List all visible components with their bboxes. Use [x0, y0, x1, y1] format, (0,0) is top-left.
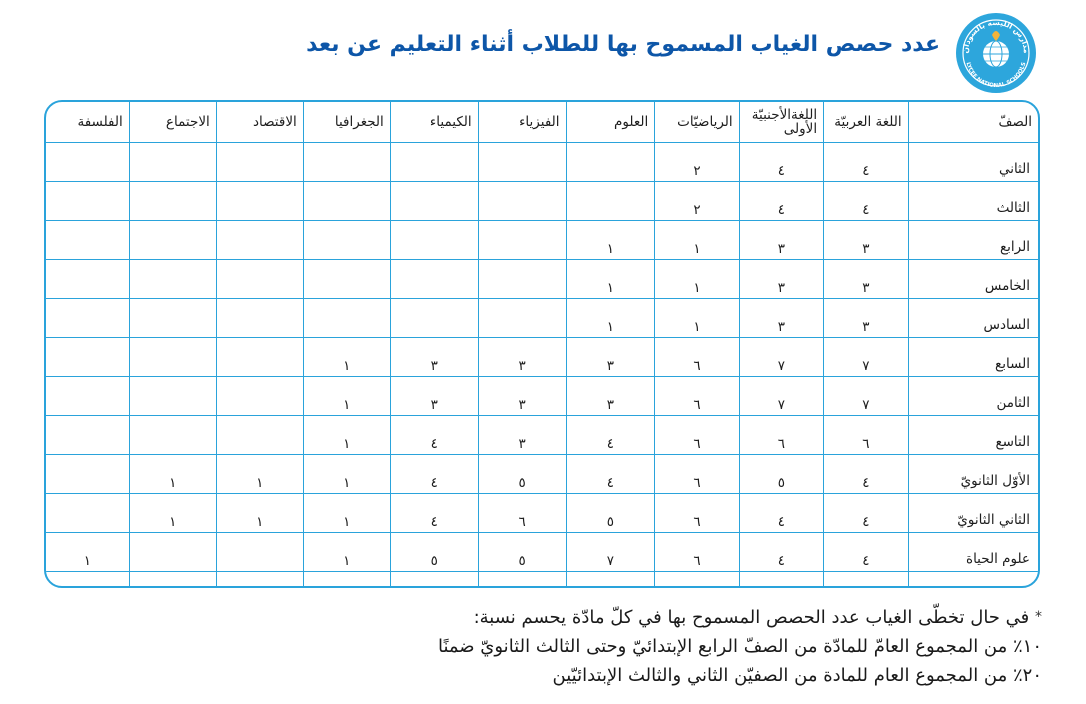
table-cell [216, 221, 303, 260]
table-cell: ١ [129, 455, 216, 494]
table-cell [129, 416, 216, 455]
table-cell [46, 377, 129, 416]
table-cell: ٤ [566, 416, 655, 455]
note-line-3: ٢٠٪ من المجموع العام للمادة من الصفيّن الثاني والثالث الإبتدائيّين [552, 665, 1042, 686]
table-cell [46, 143, 129, 182]
row-label: السابع [908, 338, 1038, 377]
table-cell [303, 221, 390, 260]
header-foreign-language: اللغةالأجنبيّة الأولى [739, 102, 823, 143]
table-cell: ٣ [478, 338, 566, 377]
table-cell: ١ [216, 494, 303, 533]
table-cell: ٧ [739, 377, 823, 416]
table-cell [129, 260, 216, 299]
table-cell: ٢ [655, 182, 739, 221]
header-sociology: الاجتماع [129, 102, 216, 143]
table-cell: ٤ [824, 182, 908, 221]
table-cell [566, 182, 655, 221]
table-cell [216, 572, 303, 589]
table-cell: ٥ [478, 455, 566, 494]
table-cell: ١ [303, 416, 390, 455]
header-arabic: اللغة العربيّة [824, 102, 908, 143]
table-cell: ١ [566, 299, 655, 338]
table-cell: ٧ [824, 377, 908, 416]
table-cell [46, 221, 129, 260]
table-cell: ٥ [739, 455, 823, 494]
table-cell [46, 572, 129, 589]
table-cell [46, 182, 129, 221]
table-cell: ٦ [655, 455, 739, 494]
table-cell: ٤ [739, 182, 823, 221]
table-cell: ٦ [655, 338, 739, 377]
table-cell: ٥ [566, 494, 655, 533]
logo-arc-text: مدارس الليسه بالسودان [960, 17, 1032, 54]
table-cell [390, 143, 478, 182]
table-cell: ١ [566, 221, 655, 260]
header-grade: الصفّ [908, 102, 1038, 143]
table-cell: ١ [303, 377, 390, 416]
table-row [46, 221, 1038, 260]
table-cell [478, 221, 566, 260]
table-cell [216, 338, 303, 377]
table-row [46, 338, 1038, 377]
table-row [46, 416, 1038, 455]
table-cell: ٤ [390, 494, 478, 533]
row-label: السادس [908, 299, 1038, 338]
table-cell [390, 182, 478, 221]
table-cell: ٦ [739, 416, 823, 455]
note-line-1 [438, 603, 1042, 632]
table-cell [216, 377, 303, 416]
table-cell: ٦ [655, 494, 739, 533]
table-cell [46, 455, 129, 494]
table-cell [216, 299, 303, 338]
table-cell: ٥ [390, 533, 478, 572]
header-economics: الاقتصاد [216, 102, 303, 143]
table-cell [478, 572, 566, 589]
table-cell: ١ [216, 455, 303, 494]
absence-table [44, 100, 1040, 588]
table-cell [478, 260, 566, 299]
table-cell: ١ [655, 260, 739, 299]
table-cell [739, 572, 823, 589]
note-line-1-text: في حال تخطّى الغياب عدد الحصص المسموح بها في كلّ مادّة يحسم نسبة: [473, 607, 1030, 628]
table-cell: ٣ [739, 260, 823, 299]
table-row [46, 182, 1038, 221]
table-cell [216, 182, 303, 221]
table-cell: ٤ [566, 455, 655, 494]
table-cell [129, 221, 216, 260]
table-cell: ١ [129, 494, 216, 533]
table-cell [566, 143, 655, 182]
table-cell: ٦ [655, 533, 739, 572]
table-cell: ٣ [739, 299, 823, 338]
table-cell [390, 260, 478, 299]
table-cell [216, 260, 303, 299]
table-row [46, 572, 1038, 589]
table-header-row [46, 102, 1038, 143]
row-label: الخامس [908, 260, 1038, 299]
header-geography: الجغرافيا [303, 102, 390, 143]
row-label: علوم الحياة [908, 533, 1038, 572]
row-label: التاسع [908, 416, 1038, 455]
page-title: عدد حصص الغياب المسموح بها للطلاب أثناء التعليم عن بعد [306, 32, 940, 57]
table-row [46, 455, 1038, 494]
table-cell [46, 494, 129, 533]
table-cell: ١ [303, 338, 390, 377]
table-cell: ٤ [824, 143, 908, 182]
header-physics: الفيزياء [478, 102, 566, 143]
table-cell [566, 572, 655, 589]
table-cell [303, 260, 390, 299]
row-label: الثاني [908, 143, 1038, 182]
table-cell: ١ [303, 533, 390, 572]
table-cell: ٤ [390, 455, 478, 494]
table-cell [303, 143, 390, 182]
table-cell: ٣ [478, 416, 566, 455]
table-cell: ١ [655, 299, 739, 338]
table-cell: ٦ [478, 494, 566, 533]
table-cell: ٣ [824, 299, 908, 338]
notes [438, 603, 1042, 690]
table-cell: ٣ [566, 338, 655, 377]
table-row [46, 494, 1038, 533]
table-cell [655, 572, 739, 589]
table-cell: ٤ [739, 143, 823, 182]
table-cell: ٧ [739, 338, 823, 377]
table-cell: ١ [566, 260, 655, 299]
table-cell [46, 416, 129, 455]
table-cell [129, 572, 216, 589]
header-chemistry: الكيمياء [390, 102, 478, 143]
table-cell: ٧ [824, 338, 908, 377]
table-cell [303, 299, 390, 338]
table-cell: ٣ [566, 377, 655, 416]
school-logo [956, 13, 1036, 93]
table-cell: ٤ [739, 494, 823, 533]
table-row [46, 533, 1038, 572]
table-cell [824, 572, 908, 589]
table-cell [129, 182, 216, 221]
table-cell: ٧ [566, 533, 655, 572]
row-label: الثامن [908, 377, 1038, 416]
table-cell [390, 299, 478, 338]
table-cell: ١ [303, 455, 390, 494]
table-cell: ١ [46, 533, 129, 572]
table-row [46, 260, 1038, 299]
row-label [908, 572, 1038, 589]
table-cell [129, 377, 216, 416]
table-cell [478, 143, 566, 182]
row-label: الثالث [908, 182, 1038, 221]
table-cell: ٢ [655, 143, 739, 182]
table-cell: ٦ [824, 416, 908, 455]
table-cell: ٤ [824, 533, 908, 572]
table-cell [216, 143, 303, 182]
header-math: الرياضيّات [655, 102, 739, 143]
table-cell [46, 338, 129, 377]
table-cell [129, 143, 216, 182]
table-row [46, 299, 1038, 338]
header-science: العلوم [566, 102, 655, 143]
table-cell: ٦ [655, 416, 739, 455]
note-line-2: ١٠٪ من المجموع العامّ للمادّة من الصفّ الرابع الإبتدائيّ وحتى الثالث الثانويّ ضمنًا [437, 636, 1042, 657]
table-cell [303, 182, 390, 221]
table-cell [129, 533, 216, 572]
table-cell: ٣ [824, 221, 908, 260]
table-cell [46, 260, 129, 299]
table-cell: ٣ [390, 338, 478, 377]
table-cell [216, 416, 303, 455]
table-row [46, 143, 1038, 182]
table-row [46, 377, 1038, 416]
table-cell: ١ [303, 494, 390, 533]
header-philosophy: الفلسفة [46, 102, 129, 143]
table-cell [478, 299, 566, 338]
table-cell: ١ [655, 221, 739, 260]
table-cell [390, 221, 478, 260]
table-cell [478, 182, 566, 221]
table-cell [129, 299, 216, 338]
row-label: الرابع [908, 221, 1038, 260]
table-cell: ٤ [824, 455, 908, 494]
table-cell [129, 338, 216, 377]
table-cell: ٦ [655, 377, 739, 416]
logo-bottom-text: LYCEE NATIONAL SCHOOLS [964, 61, 1028, 90]
table-cell [46, 299, 129, 338]
table-cell [390, 572, 478, 589]
table-cell: ٣ [390, 377, 478, 416]
table-cell [303, 572, 390, 589]
table-cell: ٣ [739, 221, 823, 260]
table-cell: ٤ [739, 533, 823, 572]
table-cell: ٣ [824, 260, 908, 299]
table-cell: ٤ [824, 494, 908, 533]
table-cell: ٥ [478, 533, 566, 572]
table-cell: ٤ [390, 416, 478, 455]
table-cell: ٣ [478, 377, 566, 416]
row-label: الأوّل الثانويّ [908, 455, 1038, 494]
note-star: * [1035, 609, 1042, 625]
row-label: الثاني الثانويّ [908, 494, 1038, 533]
table-cell [216, 533, 303, 572]
